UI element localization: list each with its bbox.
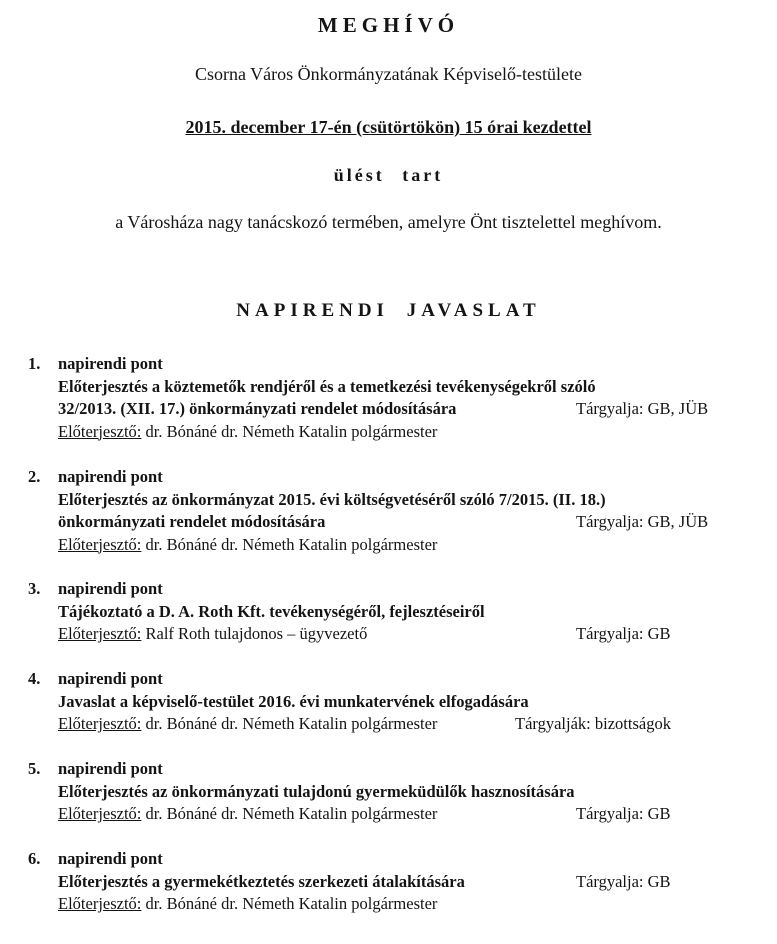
agenda-item-5: [28, 758, 748, 826]
agenda-item-discussed-by: Tárgyalja: GB: [576, 804, 671, 823]
agenda-item-presenter: dr. Bónáné dr. Németh Katalin polgármester: [145, 714, 438, 733]
agenda-item-2: [28, 466, 748, 556]
presenter-label: Előterjesztő:: [58, 804, 142, 823]
agenda-item-discussed-by: Tárgyalja: GB, JÜB: [576, 512, 709, 531]
agenda-item-3: [28, 578, 748, 646]
agenda-title: NAPIRENDI JAVASLAT: [236, 300, 541, 321]
agenda-item-number: 4.: [28, 669, 41, 688]
presenter-label: Előterjesztő:: [58, 534, 142, 554]
meeting-date: 2015. december 17-én (csütörtökön) 15 órai kezdettel: [185, 117, 592, 137]
agenda-item-number: 3.: [28, 579, 41, 598]
agenda-item-line: 32/2013. (XII. 17.) önkormányzati rendelet módosítására: [58, 399, 457, 418]
agenda-item-line: önkormányzati rendelet módosítására: [58, 512, 326, 531]
presenter-label: Előterjesztő:: [58, 421, 142, 441]
agenda-item-line: Előterjesztés a gyermekétkeztetés szerkezeti átalakítására: [58, 871, 465, 891]
agenda-item-1: [28, 353, 748, 443]
agenda-item-discussed-by: Tárgyalják: bizottságok: [515, 714, 671, 733]
presenter-label: Előterjesztő:: [58, 894, 142, 913]
agenda-item-heading: napirendi pont: [58, 467, 163, 486]
agenda-item-number: 2.: [28, 467, 41, 486]
agenda-item-line: Előterjesztés az önkormányzat 2015. évi költségvetéséről szóló 7/2015. (II. 18.): [58, 489, 606, 509]
agenda-item-number: 1.: [28, 354, 41, 373]
agenda-item-4: [28, 668, 748, 736]
agenda-item-presenter: dr. Bónáné dr. Németh Katalin polgármester: [145, 804, 438, 823]
agenda-item-line: Tájékoztató a D. A. Roth Kft. tevékenységéről, fejlesztéseiről: [58, 601, 485, 621]
agenda-item-line: Javaslat a képviselő-testület 2016. évi munkatervének elfogadására: [58, 691, 529, 711]
agenda-item-discussed-by: Tárgyalja: GB: [576, 871, 671, 891]
presenter-label: Előterjesztő:: [58, 624, 142, 643]
agenda-item-number: 5.: [28, 759, 41, 778]
agenda-item-heading: napirendi pont: [58, 849, 163, 868]
document-title: MEGHÍVÓ: [317, 13, 460, 37]
agenda-item-heading: napirendi pont: [58, 354, 163, 373]
agenda-item-heading: napirendi pont: [58, 579, 163, 598]
agenda-item-presenter: dr. Bónáné dr. Németh Katalin polgármester: [145, 894, 438, 913]
agenda-item-6: [28, 848, 748, 916]
presenter-label: Előterjesztő:: [58, 714, 142, 733]
meeting-venue: a Városháza nagy tanácskozó termében, amelyre Önt tisztelettel meghívom.: [115, 212, 662, 232]
agenda-item-heading: napirendi pont: [58, 669, 163, 688]
agenda-item-line: Előterjesztés a köztemetők rendjéről és a temetkezési tevékenységekről szóló: [58, 376, 596, 396]
session-notice: ülést tart: [333, 165, 444, 185]
agenda-item-number: 6.: [28, 849, 41, 868]
agenda-item-line: Előterjesztés az önkormányzati tulajdonú gyermeküdülők hasznosítására: [58, 781, 575, 801]
agenda-item-discussed-by: Tárgyalja: GB: [576, 624, 671, 643]
council-name: Csorna Város Önkormányzatának Képviselő-testülete: [194, 64, 583, 84]
agenda-item-heading: napirendi pont: [58, 759, 163, 778]
agenda-item-discussed-by: Tárgyalja: GB, JÜB: [576, 399, 709, 418]
agenda-item-presenter: dr. Bónáné dr. Németh Katalin polgármester: [145, 534, 438, 554]
agenda-item-presenter: dr. Bónáné dr. Németh Katalin polgármester: [145, 421, 438, 441]
agenda-item-presenter: Ralf Roth tulajdonos – ügyvezető: [145, 624, 368, 643]
